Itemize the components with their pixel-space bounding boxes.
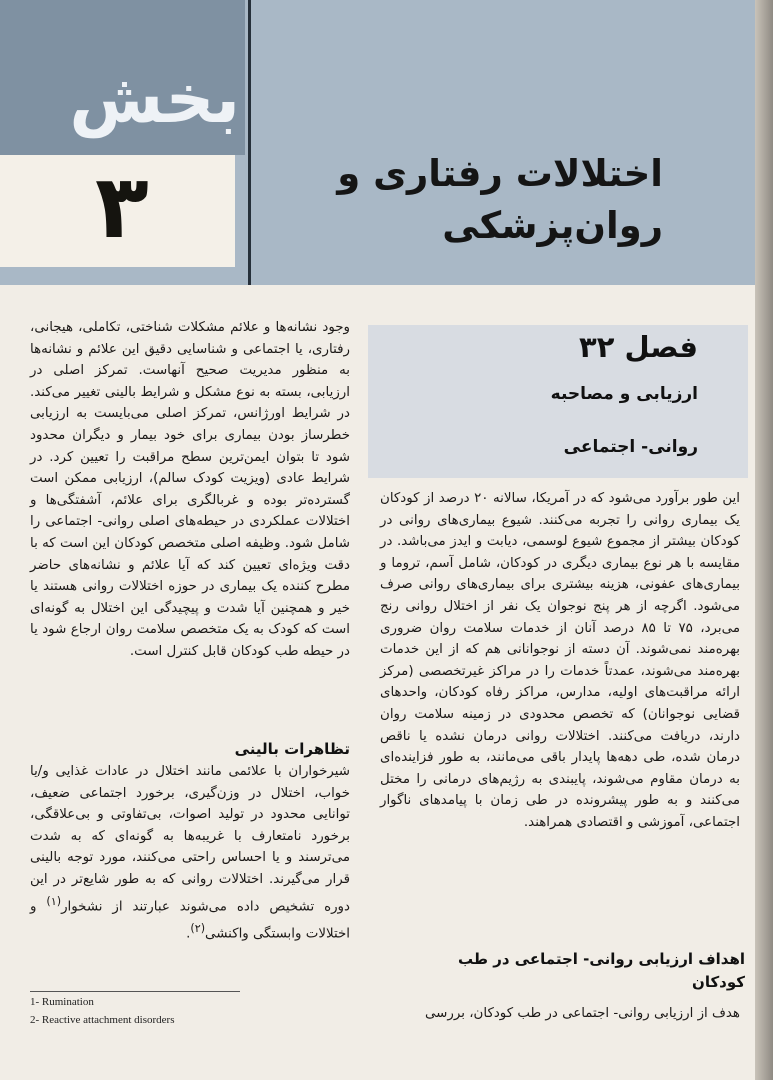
left-column-clinical <box>30 761 350 945</box>
section-word: بخش <box>69 60 240 139</box>
right-column-last-line <box>380 1003 740 1025</box>
clinical-text-mid: و اختلالات وابستگی واکنشی <box>30 899 350 942</box>
footnote-ref-1: (۱) <box>46 894 62 908</box>
footnote-2: 2- Reactive attachment disorders <box>30 1014 175 1026</box>
footnote-1: 1- Rumination <box>30 996 94 1008</box>
chapter-title-line2: روانی- اجتماعی <box>563 437 698 457</box>
clinical-paragraph <box>30 761 350 945</box>
footnote-ref-2: (۲) <box>190 921 206 935</box>
footnote-rule <box>30 991 240 992</box>
goals-paragraph-start: هدف از ارزیابی روانی- اجتماعی در طب کودکان، بررسی <box>424 1006 740 1021</box>
goals-subheading <box>385 948 745 994</box>
book-gutter <box>755 0 773 1080</box>
chapter-label: فصل ۳۲ <box>579 330 698 364</box>
goals-subheading-line1: اهداف ارزیابی روانی- اجتماعی در طب <box>457 950 745 968</box>
clinical-text: شیرخواران با علائمی مانند اختلال در عادات غذایی و/یا خواب، اختلال در وزن‌گیری، برخورد اجتماعی ضعیف، توانایی محدود در تولید اصوات، بی‌تفاوتی و بی‌علاقگی، برخورد نامتعارف با غریبه‌ها به گونه‌ای که به شدت می‌ترسند و یا احساس راحتی می‌کنند، مورد توجه بالینی قرار می‌گیرند. اختلالات روانی که به طور شایع‌تر در این دوره تشخیص داده می‌شوند عبارتند از نشخوار <box>30 764 350 915</box>
clinical-subheading: تظاهرات بالینی <box>234 740 350 758</box>
intro-paragraph: وجود نشانه‌ها و علائم مشکلات شناختی، تکاملی، هیجانی، رفتاری، یا اجتماعی و شناسایی دقیق این علائم و نشانه‌ها به منظور مدیریت صحیح آنهاست. تمرکز اصلی در ارزیابی، بسته به نوع مشکل و شرایط بالینی تغییر می‌کند. در شرایط اورژانس، تمرکز اصلی می‌بایست به ارزیابی خطرساز بودن بیماری برای خود بیمار و دیگران محدود شود تا بتوان ایمن‌ترین سطح مراقبت را تعیین کرد. در شرایط عادی (ویزیت کودک سالم)، ارزیابی ممکن است گسترده‌تر بوده و غربالگری برای علائم، آشفتگی‌ها و اختلالات عملکردی در حیطه‌های اصلی روانی- اجتماعی را شامل شود. وظیفه اصلی متخصص کودکان این است که با دقت ویژه‌ای تعیین کند که آیا علائم و نشانه‌های حاضر مطرح کننده یک بیماری در حوزه اختلالات روانی هستند یا خیر و همچنین آیا شدت و پیچیدگی این اختلال به گونه‌ای است که کودک به یک متخصص سلامت روان ارجاع شود یا در حیطه طب کودکان قابل کنترل است. <box>30 320 350 659</box>
section-title-line2: روان‌پزشکی <box>442 204 663 247</box>
left-column-intro <box>30 317 350 663</box>
clinical-text-end: . <box>186 926 191 942</box>
section-title <box>303 148 663 252</box>
section-title-line1: اختلالات رفتاری و <box>337 152 663 195</box>
header-divider <box>248 0 251 285</box>
chapter-title-line1: ارزیابی و مصاحبه <box>550 384 698 404</box>
prevalence-paragraph: این طور برآورد می‌شود که در آمریکا، سالانه ۲۰ درصد از کودکان یک بیماری روانی را تجربه می‌کنند. شیوع بیماری‌های روانی در کودکان بیشتر از مجموع شیوع لوسمی، دیابت و ایدز می‌باشد. در مقایسه با هر نوع بیماری دیگری در کودکان، شامل آسم، تروما و بیماری‌های عفونی، هزینه بیشتری برای بیماری‌های روانی صرف می‌شود. اگرچه از هر پنج نوجوان یک نفر از اختلال روانی رنج می‌برد، ۷۵ تا ۸۵ درصد آنان از خدمات سلامت روان ضروری بهره‌مند نمی‌شوند. آن دسته از نوجوانانی هم که از این خدمات بهره‌مند می‌شوند، عمدتاً خدمات را در مراکز غیرتخصصی (مرکز ارائه مراقبت‌های اولیه، مدارس، مراکز رفاه کودکان، واحدهای قضایی نوجوانان) که تخصص محدودی در زمینه سلامت روان دارند، دریافت می‌کنند. اختلالات روانی درمان نشده یا ناقص درمان شده، طی دهه‌ها پایدار باقی می‌مانند، به طور فزاینده‌ای به درمان مقاوم می‌شوند، پایبندی به رژیم‌های درمانی را مختل می‌کنند و به طور پیشرونده در طی زمان با پیامدهای ناگوار اجتماعی، آموزشی و اقتصادی همراهند. <box>380 491 740 830</box>
goals-subheading-line2: کودکان <box>692 973 745 991</box>
right-column-body <box>380 488 740 834</box>
section-number: ۳ <box>95 155 149 258</box>
